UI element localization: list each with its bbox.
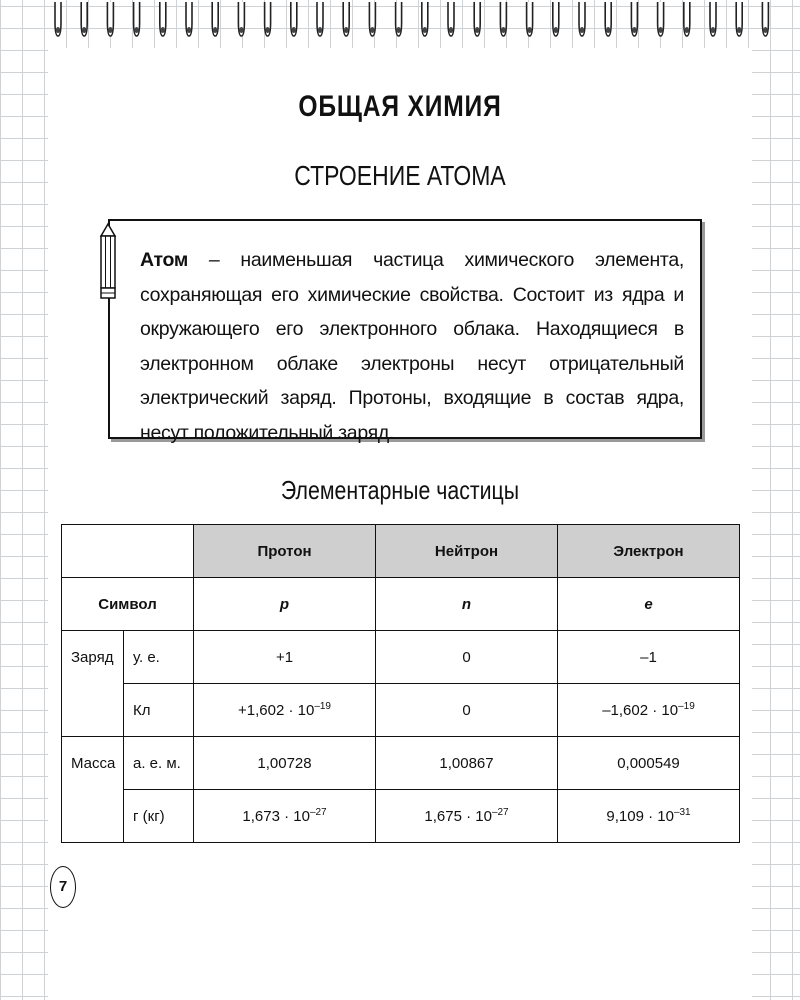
spiral-hole xyxy=(632,27,636,33)
unit-ue: у. е. xyxy=(124,631,194,684)
spiral-hole xyxy=(292,27,296,33)
spiral-hole xyxy=(606,27,610,33)
spiral-hole xyxy=(685,27,689,33)
spiral-hole xyxy=(423,27,427,33)
spiral-hole xyxy=(213,27,217,33)
spiral-hole xyxy=(475,27,479,33)
charge-cl-proton xyxy=(194,684,376,737)
symbol-proton: p xyxy=(194,578,376,631)
column-header-neutron: Нейтрон xyxy=(376,525,558,578)
spiral-hole xyxy=(501,27,505,33)
spiral-hole xyxy=(711,27,715,33)
table-header-row xyxy=(62,525,740,578)
definition-text xyxy=(140,243,684,450)
spiral-hole xyxy=(396,27,400,33)
spiral-hole xyxy=(370,27,374,33)
table-title: Элементарные частицы xyxy=(280,475,520,505)
row-label-symbol: Символ xyxy=(62,578,194,631)
mass-aem-proton: 1,00728 xyxy=(194,737,376,790)
spiral-hole xyxy=(658,27,662,33)
page-number: 7 xyxy=(50,866,76,908)
spiral-hole xyxy=(82,27,86,33)
symbol-neutron: n xyxy=(376,578,558,631)
unit-g: г (кг) xyxy=(124,790,194,843)
unit-cl: Кл xyxy=(124,684,194,737)
spiral-hole xyxy=(580,27,584,33)
definition-term: Атом xyxy=(140,249,188,271)
value-exponent: –19 xyxy=(314,700,331,712)
value-exponent: –19 xyxy=(678,700,695,712)
table-row-charge-ue xyxy=(62,631,740,684)
mass-aem-neutron: 1,00867 xyxy=(376,737,558,790)
spiral-hole xyxy=(527,27,531,33)
value-exponent: –27 xyxy=(309,806,327,818)
spiral-hole xyxy=(737,27,741,33)
mass-aem-electron: 0,000549 xyxy=(558,737,740,790)
charge-ue-proton: +1 xyxy=(194,631,376,684)
charge-ue-neutron: 0 xyxy=(376,631,558,684)
charge-cl-electron xyxy=(558,684,740,737)
row-label-mass: Масса xyxy=(62,737,124,843)
table-row-charge-cl xyxy=(62,684,740,737)
table-corner-cell xyxy=(62,525,194,578)
pencil-icon xyxy=(94,222,122,302)
spiral-hole xyxy=(265,27,269,33)
unit-aem: а. е. м. xyxy=(124,737,194,790)
column-header-electron: Электрон xyxy=(558,525,740,578)
column-header-proton: Протон xyxy=(194,525,376,578)
value-mantissa: 1,673 · 10 xyxy=(242,807,310,825)
value-mantissa: +1,602 · 10 xyxy=(238,701,315,719)
value-mantissa: 9,109 · 10 xyxy=(606,807,674,825)
mass-g-proton xyxy=(194,790,376,843)
spiral-hole xyxy=(134,27,138,33)
charge-cl-neutron: 0 xyxy=(376,684,558,737)
row-label-charge: Заряд xyxy=(62,631,124,737)
spiral-hole xyxy=(318,27,322,33)
mass-g-neutron xyxy=(376,790,558,843)
spiral-hole xyxy=(239,27,243,33)
value-exponent: –27 xyxy=(491,806,509,818)
table-row-mass-g xyxy=(62,790,740,843)
spiral-hole xyxy=(449,27,453,33)
charge-ue-electron: –1 xyxy=(558,631,740,684)
spiral-hole xyxy=(108,27,112,33)
spiral-binding xyxy=(0,0,800,48)
particles-table xyxy=(61,524,740,843)
spiral-hole xyxy=(161,27,165,33)
definition-body: – наименьшая частица химического элемента, сохраняющая его химические свойства. Состоит из ядра и окружающего его электронного облака. Находящиеся в электронном облаке электроны несут отрицательный электрический заряд. Протоны, входящие в состав ядра, несут положительный заряд. xyxy=(140,249,684,444)
mass-g-electron xyxy=(558,790,740,843)
value-mantissa: –1,602 · 10 xyxy=(602,701,679,719)
spiral-hole xyxy=(554,27,558,33)
spiral-hole xyxy=(187,27,191,33)
table-row-mass-aem xyxy=(62,737,740,790)
section-subtitle: СТРОЕНИЕ АТОМА xyxy=(294,160,506,191)
value-exponent: –31 xyxy=(673,806,691,818)
spiral-hole xyxy=(344,27,348,33)
spiral-hole xyxy=(56,27,60,33)
table-row-symbol xyxy=(62,578,740,631)
spiral-hole xyxy=(763,27,767,33)
page-title: ОБЩАЯ ХИМИЯ xyxy=(298,90,502,123)
symbol-electron: e xyxy=(558,578,740,631)
value-mantissa: 1,675 · 10 xyxy=(424,807,492,825)
